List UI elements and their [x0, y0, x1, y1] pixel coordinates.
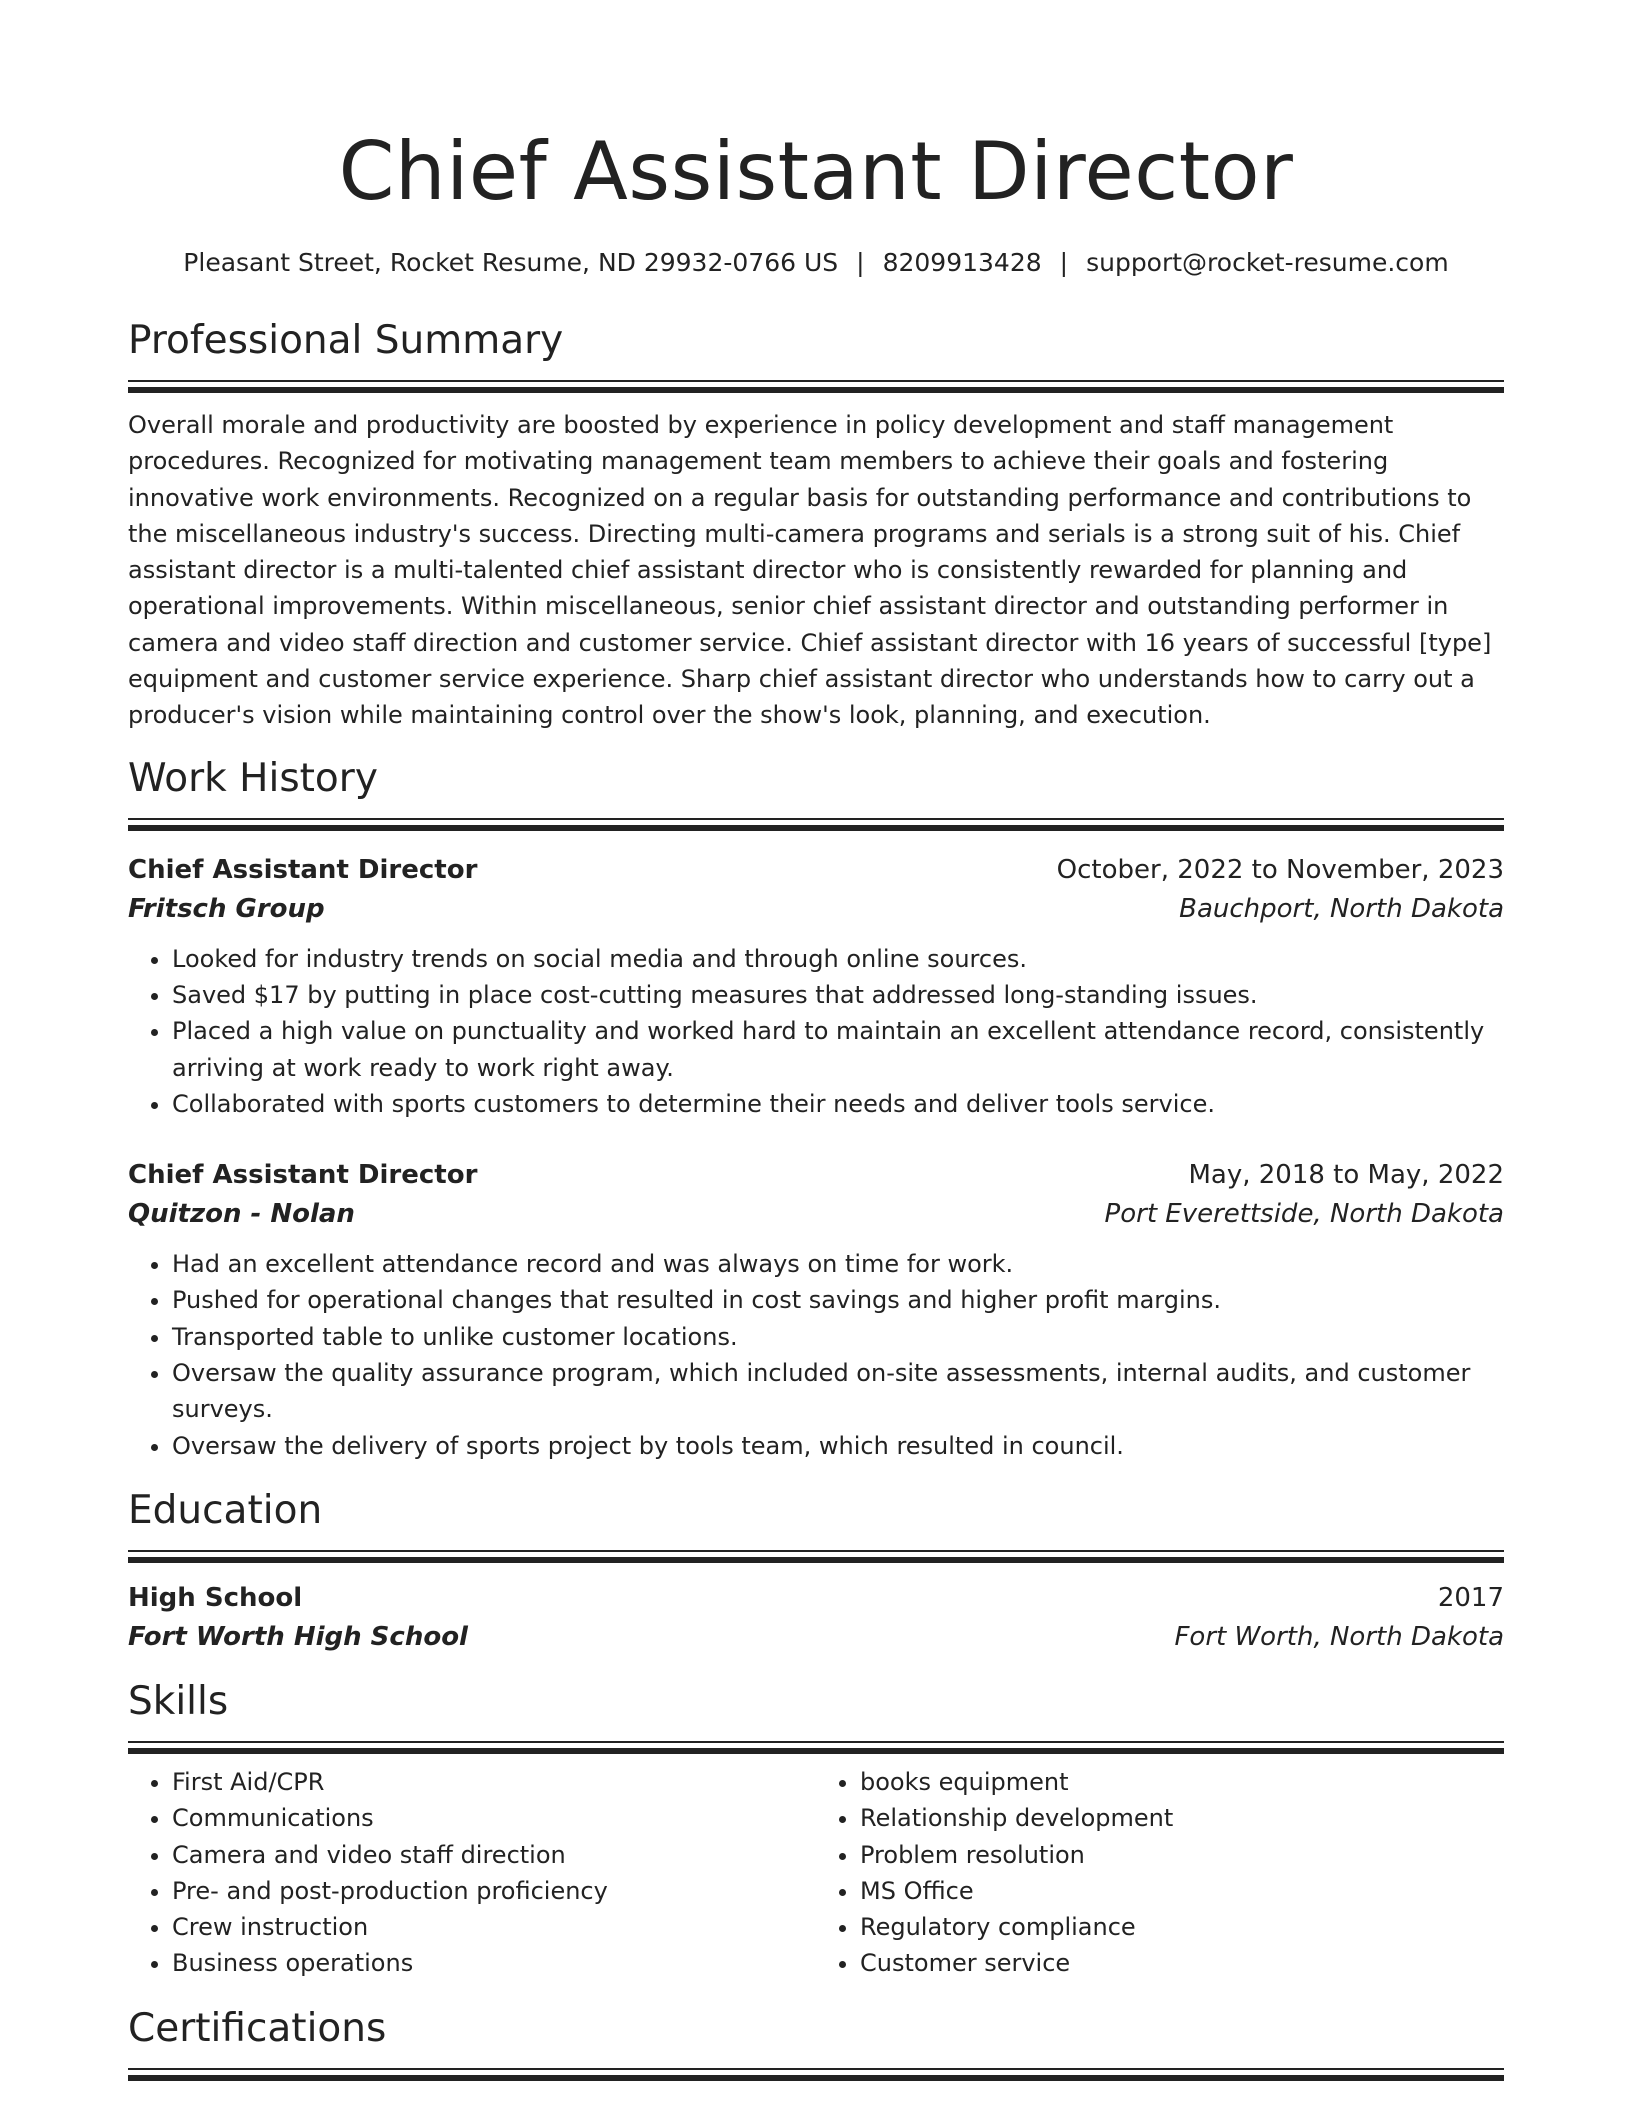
job-bullet: • Saved $17 by putting in place cost-cutting measures that addressed long-standing issues. — [172, 977, 1504, 1013]
education-year: 2017 — [1437, 1582, 1504, 1613]
skill-item: • Crew instruction — [172, 1909, 816, 1945]
professional-summary-section — [128, 316, 1504, 734]
skill-item: • books equipment — [860, 1764, 1504, 1800]
section-title-skills: Skills — [128, 1678, 229, 1724]
skills-columns — [128, 1754, 1504, 1982]
section-divider — [128, 2068, 1504, 2081]
job-dates: October, 2022 to November, 2023 — [1056, 854, 1504, 885]
job-location: Bauchport, North Dakota — [1179, 893, 1504, 924]
section-title-summary: Professional Summary — [128, 318, 564, 363]
contact-separator: | — [1059, 248, 1069, 277]
education-entry — [128, 1579, 1504, 1657]
job-title: Chief Assistant Director — [128, 1160, 478, 1191]
job-location: Port Everettside, North Dakota — [1104, 1199, 1504, 1230]
job-company: Quitzon - Nolan — [128, 1199, 355, 1230]
job-company: Fritsch Group — [128, 893, 325, 924]
skill-item: • Customer service — [860, 1945, 1504, 1981]
skill-item: • Pre- and post-production proficiency — [172, 1873, 816, 1909]
job-bullets — [128, 941, 1504, 1122]
job-bullet: • Collaborated with sports customers to determine their needs and deliver tools service. — [172, 1086, 1504, 1122]
section-divider — [128, 1550, 1504, 1563]
work-history-section — [128, 754, 1504, 1464]
job-bullet: • Transported table to unlike customer locations. — [172, 1319, 1504, 1355]
skill-item: • Business operations — [172, 1945, 816, 1981]
section-divider — [128, 380, 1504, 393]
section-title-certifications: Certifications — [128, 2005, 387, 2051]
skill-item: • Regulatory compliance — [860, 1909, 1504, 1945]
education-section — [128, 1486, 1504, 1657]
skills-list-left — [128, 1764, 816, 1982]
education-degree: High School — [128, 1582, 303, 1613]
contact-address: Pleasant Street, Rocket Resume, ND 29932-0766 US — [183, 248, 839, 277]
job-bullet: • Placed a high value on punctuality and worked hard to maintain an excellent attendance record, consistently arriving at work ready to work right away. — [172, 1013, 1504, 1086]
skill-item: • Relationship development — [860, 1800, 1504, 1836]
section-divider — [128, 1741, 1504, 1754]
job-entry — [128, 1156, 1504, 1464]
contact-line — [128, 246, 1504, 280]
job-bullet: • Looked for industry trends on social media and through online sources. — [172, 941, 1504, 977]
certifications-section — [128, 2004, 1504, 2081]
skill-item: • Communications — [172, 1800, 816, 1836]
job-bullet: • Had an excellent attendance record and was always on time for work. — [172, 1246, 1504, 1282]
skills-list-right — [816, 1764, 1504, 1982]
job-bullets — [128, 1246, 1504, 1464]
skill-item: • MS Office — [860, 1873, 1504, 1909]
job-bullet: • Oversaw the delivery of sports project by tools team, which resulted in council. — [172, 1428, 1504, 1464]
skill-item: • Camera and video staff direction — [172, 1837, 816, 1873]
section-title-work: Work History — [128, 755, 378, 801]
skills-section — [128, 1677, 1504, 1982]
job-dates: May, 2018 to May, 2022 — [1188, 1160, 1504, 1191]
job-title: Chief Assistant Director — [128, 854, 478, 885]
summary-text: Overall morale and productivity are boosted by experience in policy development and staff management procedures. Recognized for motivating management team members to achieve their goals and fostering innovative work environments. Recognized on a regular basis for outstanding performance and contributions to the miscellaneous industry's success. Directing multi-camera programs and serials is a strong suit of his. Chief assistant director is a multi-talented chief assistant director who is consistently rewarded for planning and operational improvements. Within miscellaneous, senior chief assistant director and outstanding performer in camera and video staff direction and customer service. Chief assistant director with 16 years of successful [type] equipment and customer service experience. Sharp chief assistant director who understands how to carry out a producer's vision while maintaining control over the show's look, planning, and execution. — [128, 411, 1492, 730]
contact-email: support@rocket-resume.com — [1086, 248, 1449, 277]
section-title-education: Education — [128, 1487, 323, 1533]
contact-separator: | — [856, 248, 865, 277]
job-bullet: • Pushed for operational changes that resulted in cost savings and higher profit margins. — [172, 1282, 1504, 1318]
section-divider — [128, 818, 1504, 831]
job-bullet: • Oversaw the quality assurance program, which included on-site assessments, internal audits, and customer surveys. — [172, 1355, 1504, 1428]
education-location: Fort Worth, North Dakota — [1174, 1621, 1504, 1652]
job-entry — [128, 851, 1504, 1122]
skill-item: • First Aid/CPR — [172, 1764, 816, 1800]
contact-phone: 8209913428 — [882, 248, 1042, 277]
candidate-name: Chief Assistant Director — [338, 125, 1294, 218]
skill-item: • Problem resolution — [860, 1837, 1504, 1873]
education-school: Fort Worth High School — [128, 1621, 468, 1652]
